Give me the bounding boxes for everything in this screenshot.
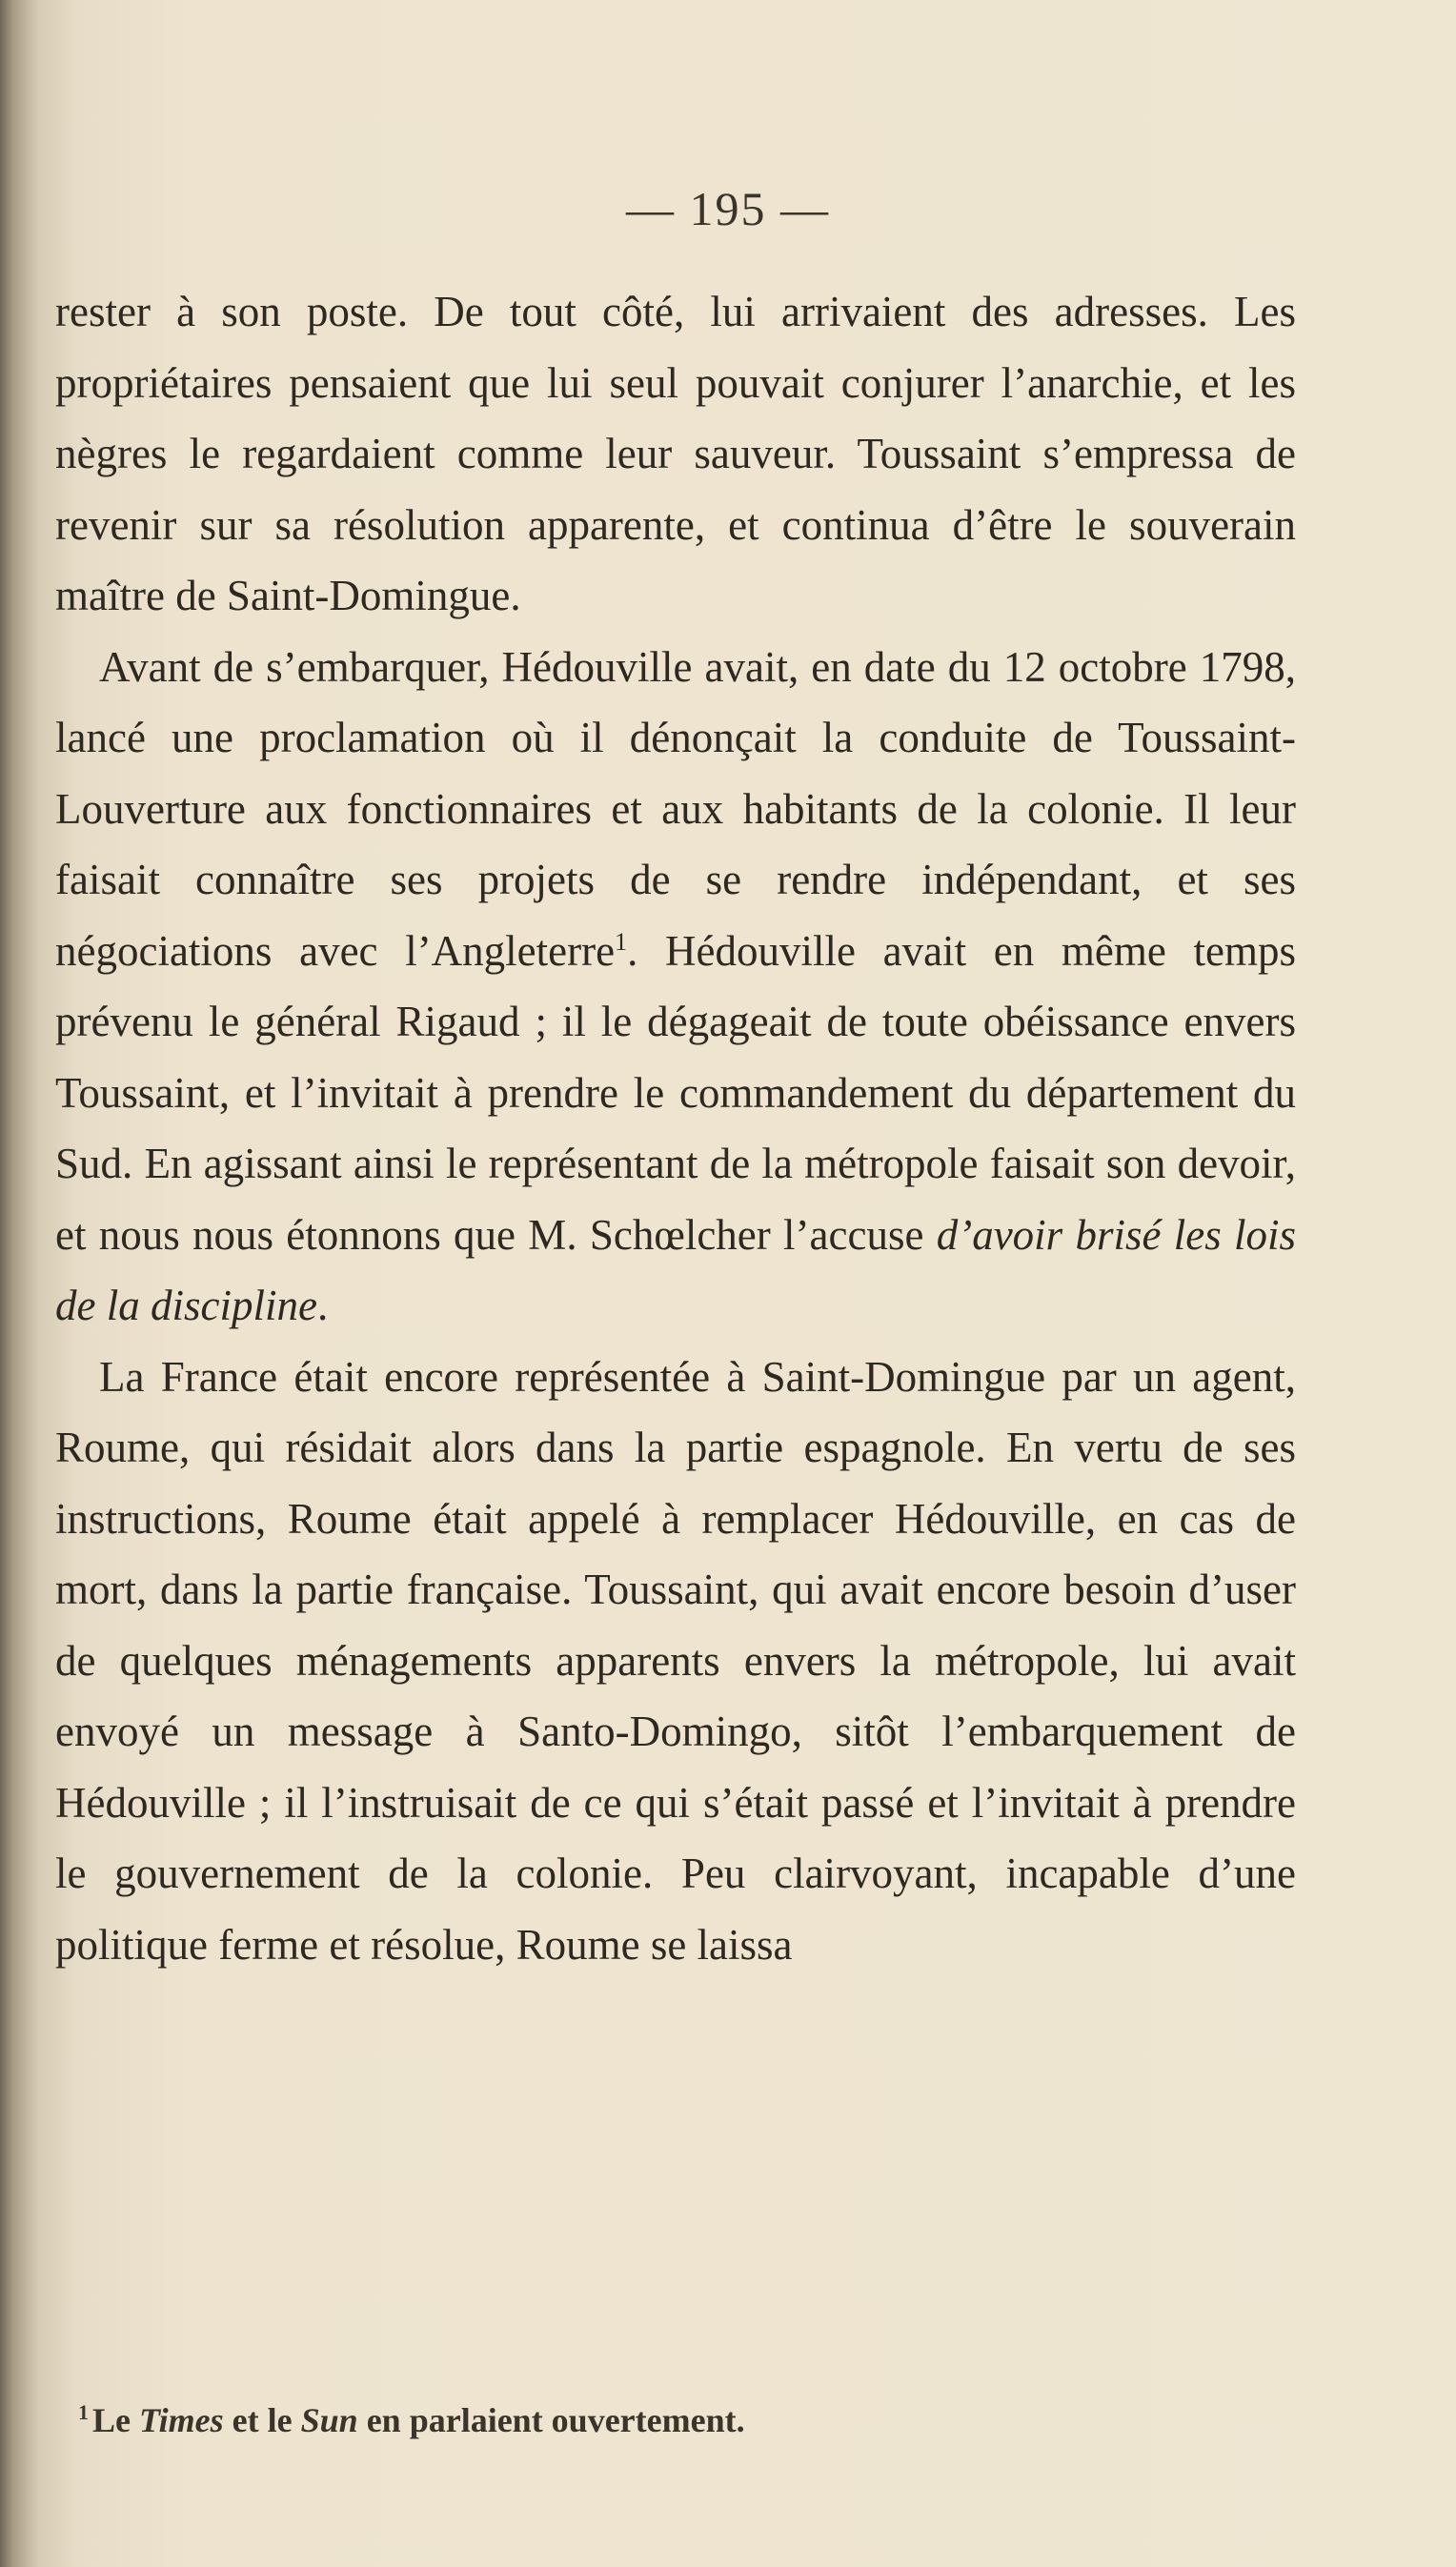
footnote-text-1: Le <box>92 2401 139 2439</box>
body-text <box>55 276 1296 1980</box>
paragraph-2-text-a: Avant de s’embarquer, Hédouville avait, en date du 12 octobre 1798, lancé une proclamation où il dénonçait la conduite de Toussaint-Louverture aux fonctionnaires et aux habitants de la colonie. Il leur faisait connaître ses projets de se rendre indépendant, et ses négociations avec l’Angleterre <box>55 642 1296 975</box>
footnote-text-3: en parlaient ouvertement. <box>357 2401 745 2439</box>
page-number: — 195 — <box>626 182 830 235</box>
paragraph-2-text-b: . Hédouville avait en même temps prévenu le général Rigaud ; il le dégageait de toute obéissance envers Toussaint, et l’invitait à prendre le commandement du département du Sud. En agissant ainsi le représentant de la métropole faisait son devoir, et nous nous étonnons que M. Schœlcher l’accuse <box>55 926 1296 1259</box>
footnote-italic-sun: Sun <box>300 2401 358 2439</box>
paragraph-3-text: La France était encore représentée à Saint-Domingue par un agent, Roume, qui résidait alors dans la partie espagnole. En vertu de ses instructions, Roume était appelé à remplacer Hédouville, en cas de mort, dans la partie française. Toussaint, qui avait encore besoin d’user de quelques ménagements apparents envers la métropole, lui avait envoyé un message à Santo-Domingo, sitôt l’embarquement de Hédouville ; il l’instruisait de ce qui s’était passé et l’invitait à prendre le gouvernement de la colonie. Peu clairvoyant, incapable d’une politique ferme et résolue, Roume se laissa <box>55 1352 1296 1969</box>
paragraph-3 <box>55 1342 1296 1981</box>
paragraph-1-text: rester à son poste. De tout côté, lui arrivaient des adresses. Les propriétaires pensaient que lui seul pouvait conjurer l’anarchie, et les nègres le regardaient comme leur sauveur. Toussaint s’empressa de revenir sur sa résolution apparente, et continua d’être le souverain maître de Saint-Domingue. <box>55 288 1296 619</box>
paragraph-2 <box>55 632 1296 1342</box>
paragraph-1 <box>55 276 1296 632</box>
footnote-text-2: et le <box>223 2401 301 2439</box>
paragraph-2-italic: d’avoir brisé les lois de la discipline <box>55 1210 1296 1329</box>
footnote-italic-times: Times <box>139 2401 224 2439</box>
paragraph-2-text-end: . <box>316 1282 329 1329</box>
footnote-mark: 1 <box>78 2400 89 2424</box>
footnote-reference: 1 <box>615 927 628 956</box>
footnote <box>78 2399 1298 2441</box>
